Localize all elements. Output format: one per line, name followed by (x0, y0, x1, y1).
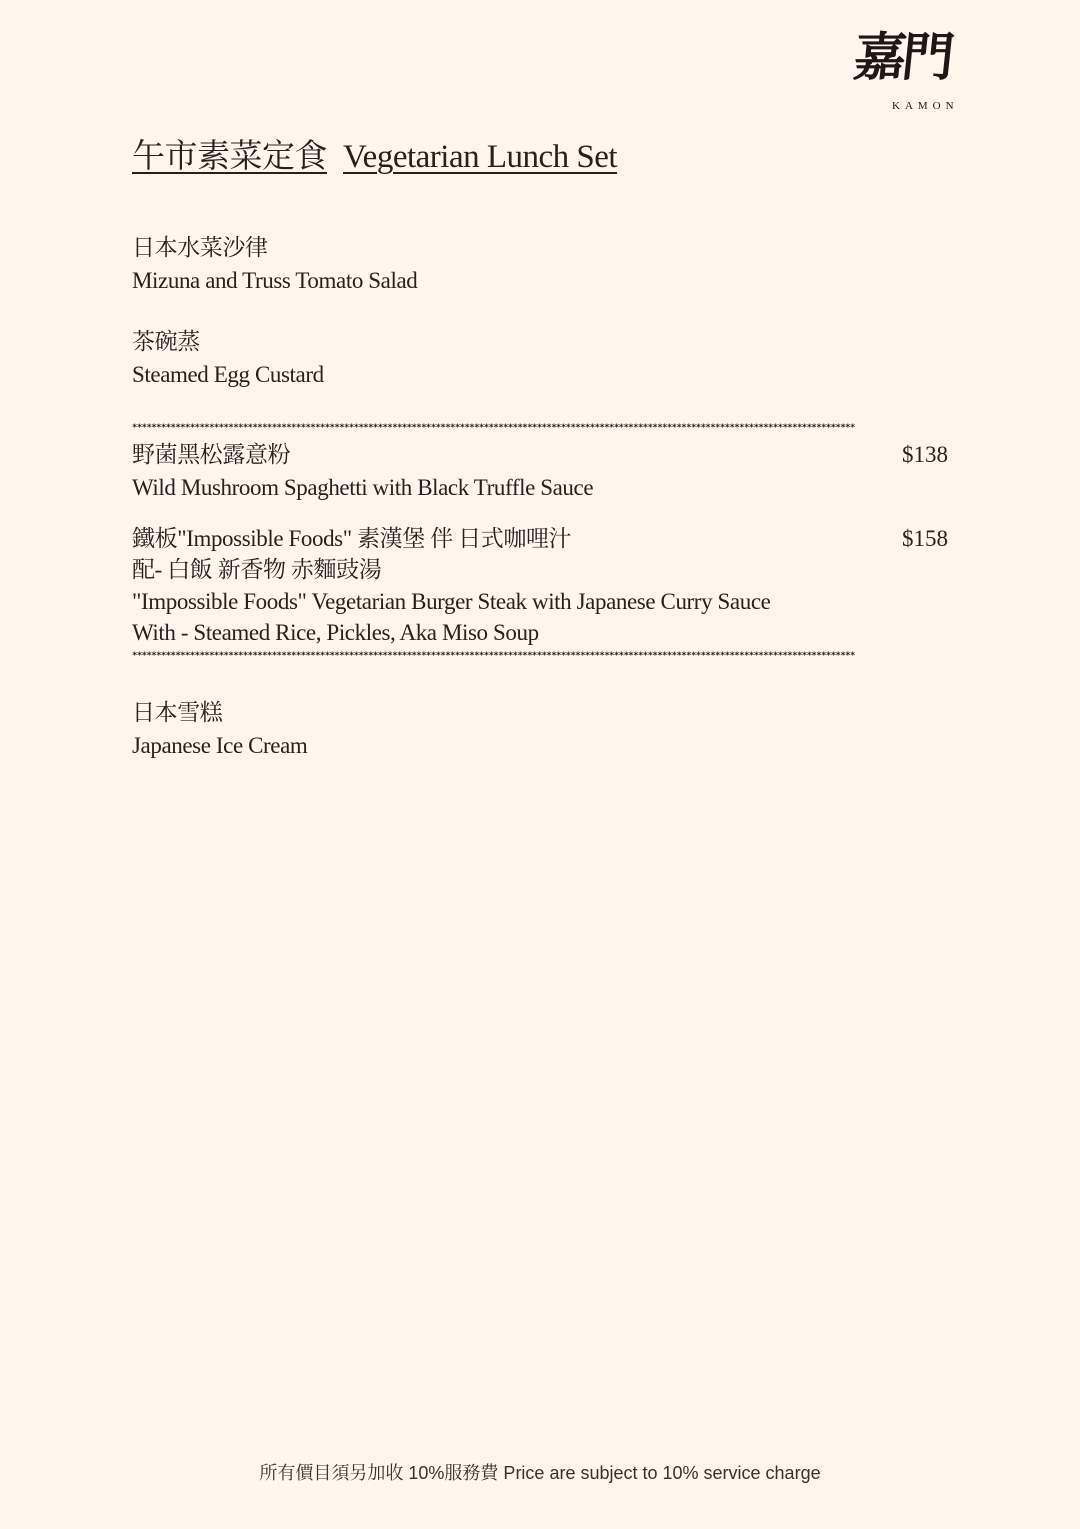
logo-latin-text: KAMON (892, 100, 959, 112)
kamon-logo (848, 28, 966, 116)
dessert-name-zh: 日本雪糕 (132, 700, 223, 725)
custard-name-en: Steamed Egg Custard (132, 362, 324, 387)
burger-price: $158 (902, 526, 948, 551)
spaghetti-name-zh: 野菌黑松露意粉 (132, 442, 291, 467)
menu-title (132, 136, 617, 178)
burger-name-en: "Impossible Foods" Vegetarian Burger Steak with Japanese Curry Sauce (132, 589, 771, 614)
divider-top: ****************************************************************************************************************************************************** (132, 423, 855, 433)
custard-name-zh: 茶碗蒸 (132, 329, 200, 354)
burger-sides-zh: 配- 白飯 新香物 赤麵豉湯 (132, 557, 382, 582)
service-charge-note: 所有價目須另加收 10%服務費 Price are subject to 10% service charge (259, 1463, 821, 1483)
divider-bottom: ****************************************************************************************************************************************************** (132, 651, 855, 661)
salad-name-en: Mizuna and Truss Tomato Salad (132, 268, 418, 293)
menu-title-en: Vegetarian Lunch Set (343, 139, 618, 175)
spaghetti-price: $138 (902, 442, 948, 467)
burger-name-zh: 鐵板"Impossible Foods" 素漢堡 伴 日式咖哩汁 (132, 526, 572, 551)
burger-sides-en: With - Steamed Rice, Pickles, Aka Miso Soup (132, 620, 539, 645)
dessert-name-en: Japanese Ice Cream (132, 733, 308, 758)
menu-title-zh: 午市素菜定食 (132, 139, 327, 175)
logo-cjk-text: 嘉門 (850, 27, 954, 88)
salad-name-zh: 日本水菜沙律 (132, 235, 268, 260)
spaghetti-name-en: Wild Mushroom Spaghetti with Black Truffle Sauce (132, 475, 594, 500)
